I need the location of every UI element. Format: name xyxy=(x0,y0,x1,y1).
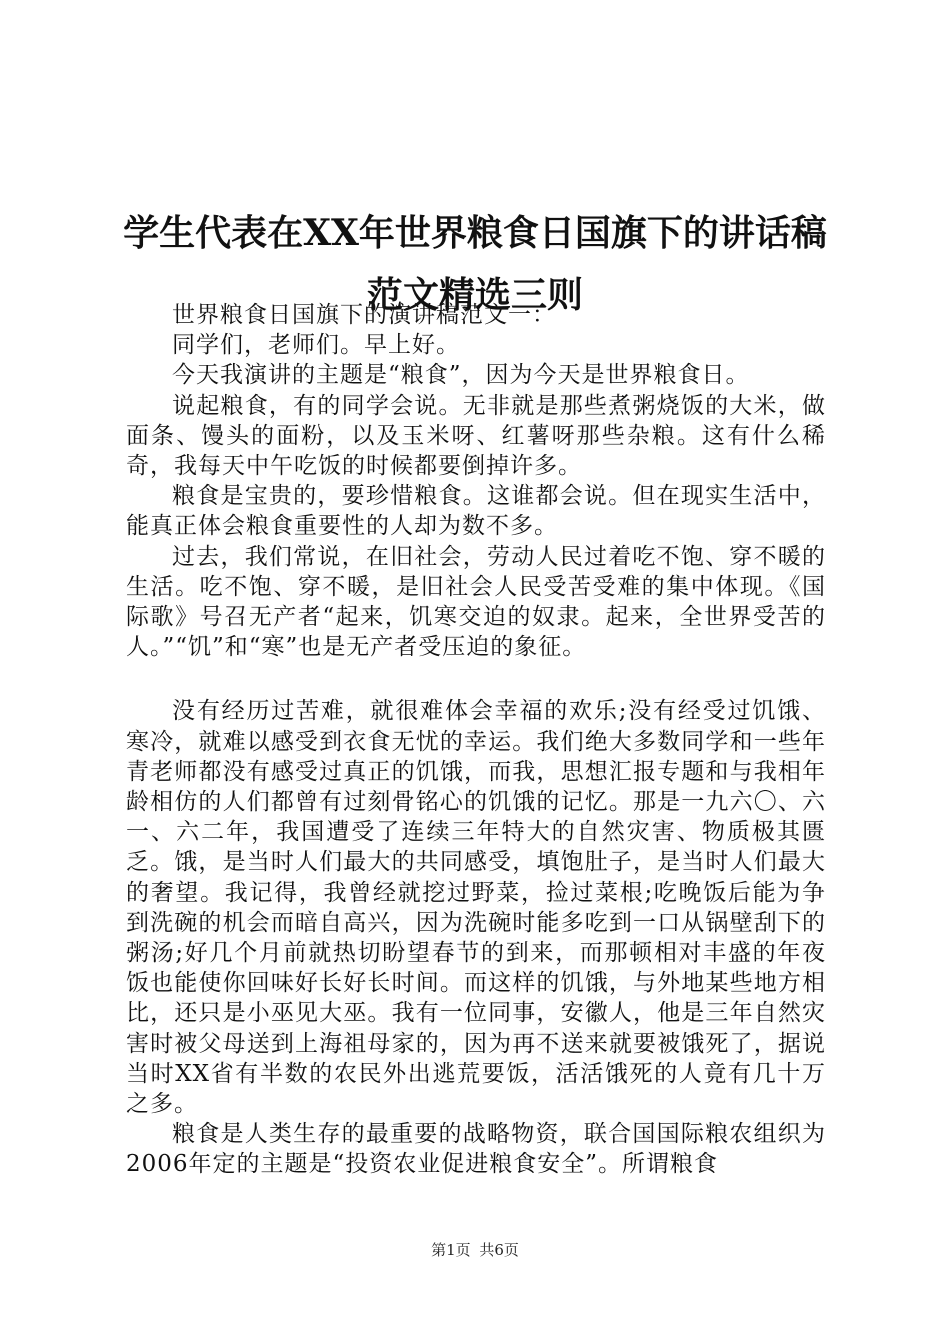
page-number: 第1页 xyxy=(431,1241,471,1259)
paragraph: 同学们，老师们。早上好。 xyxy=(172,332,460,359)
title-line-1: 学生代表在XX年世界粮食日国旗下的讲话稿 xyxy=(123,212,827,255)
paragraph: 过去，我们常说，在旧社会，劳动人民过着吃不饱、穿不暖的生活。吃不饱、穿不暖，是旧社会人民受苦受难的集中体现。《国际歌》号召无产者“起来，饥寒交迫的奴隶。起来，全世界受苦的人。”“饥”和“寒”也是无产者受压迫的象征。 xyxy=(126,543,826,661)
paragraph: 今天我演讲的主题是“粮食”，因为今天是世界粮食日。 xyxy=(172,362,750,389)
paragraph: 粮食是人类生存的最重要的战略物资，联合国国际粮农组织为2006年定的主题是“投资农业促进粮食安全”。所谓粮食 xyxy=(126,1121,826,1178)
paragraph: 粮食是宝贵的，要珍惜粮食。这谁都会说。但在现实生活中，能真正体会粮食重要性的人却为数不多。 xyxy=(126,483,826,540)
paragraph: 世界粮食日国旗下的演讲稿范文一： xyxy=(172,302,556,328)
paragraph: 说起粮食，有的同学会说。无非就是那些煮粥烧饭的大米，做面条、馒头的面粉，以及玉米呀、红薯呀那些杂粮。这有什么稀奇，我每天中午吃饭的时候都要倒掉许多。 xyxy=(126,392,826,480)
paragraph: 没有经历过苦难，就很难体会幸福的欢乐;没有经受过饥饿、寒冷，就难以感受到衣食无忧的幸运。我们绝大多数同学和一些年青老师都没有感受过真正的饥饿，而我，思想汇报专题和与我相年龄相仿的人们都曾有过刻骨铭心的饥饿的记忆。那是一九六〇、六一、六二年，我国遭受了连续三年特大的自然灾害、物质极其匮乏。饿，是当时人们最大的共同感受，填饱肚子，是当时人们最大的奢望。我记得，我曾经就挖过野菜，捡过菜根;吃晚饭后能为争到洗碗的机会而暗自高兴，因为洗碗时能多吃到一口从锅壁刮下的粥汤;好几个月前就热切盼望春节的到来，而那顿相对丰盛的年夜饭也能使你回味好长好长时间。而这样的饥饿，与外地某些地方相比，还只是小巫见大巫。我有一位同事，安徽人，他是三年自然灾害时被父母送到上海祖母家的，因为再不送来就要被饿死了，据说当时XX省有半数的农民外出逃荒要饭，活活饿死的人竟有几十万之多。 xyxy=(126,698,826,1118)
page-total: 共6页 xyxy=(479,1241,519,1259)
page-footer xyxy=(0,1240,950,1260)
title-line-2: 范文精选三则 xyxy=(366,274,583,317)
document-body xyxy=(126,300,826,1180)
